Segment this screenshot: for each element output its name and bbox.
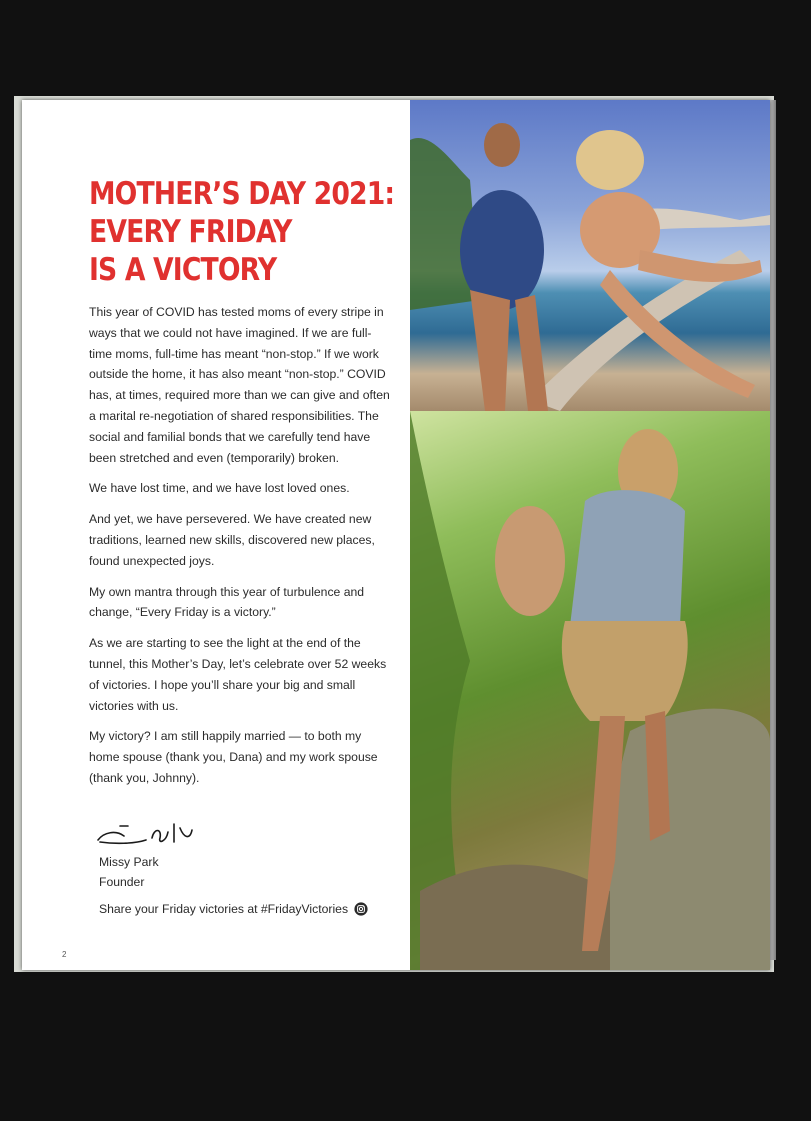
handwritten-signature [94,818,214,850]
forest-photo-illustration [410,411,770,970]
beach-photo-illustration [410,100,770,411]
headline-line-3: IS A VICTORY [89,252,277,288]
headline-line-1: MOTHER’S DAY 2021: [89,176,395,212]
share-line [99,902,368,916]
share-text: Share your Friday victories at #FridayVictories [99,902,349,916]
paragraph-3: And yet, we have persevered. We have created new traditions, learned new skills, discovered new places, found unexpected joys. [89,512,375,568]
magazine-page [22,100,770,970]
paragraph-5: As we are starting to see the light at the end of the tunnel, this Mother’s Day, let’s celebrate over 52 weeks of victories. I hope you’ll share your big and small victories with us. [89,636,387,713]
signer-name: Missy Park [99,855,159,869]
signer-title: Founder [99,875,145,889]
letter-body [89,302,394,799]
text-column [22,100,410,970]
paragraph-6: My victory? I am still happily married — to both my home spouse (thank you, Dana) and my work spouse (thank you, Johnny). [89,729,378,785]
beach-photo [410,100,770,411]
paragraph-2: We have lost time, and we have lost loved ones. [89,481,350,496]
page-number: 2 [62,950,67,959]
paragraph-4: My own mantra through this year of turbulence and change, “Every Friday is a victory.” [89,584,365,620]
forest-climbing-photo [410,411,770,970]
headline [89,175,395,289]
signoff [99,852,159,892]
paragraph-1: This year of COVID has tested moms of every stripe in ways that we could not have imagined. If we are full-time moms, full-time has meant “non-stop.” If we work outside the home, it has also meant “non-stop.” COVID has, at times, required more than we can give and often a marital re-negotiation of shared responsibilities. The social and familial bonds that we carefully tend have been stretched and even (temporarily) broken. [89,305,390,465]
page-edge [770,100,776,960]
headline-line-2: EVERY FRIDAY [89,214,292,250]
instagram-icon[interactable] [354,902,368,916]
